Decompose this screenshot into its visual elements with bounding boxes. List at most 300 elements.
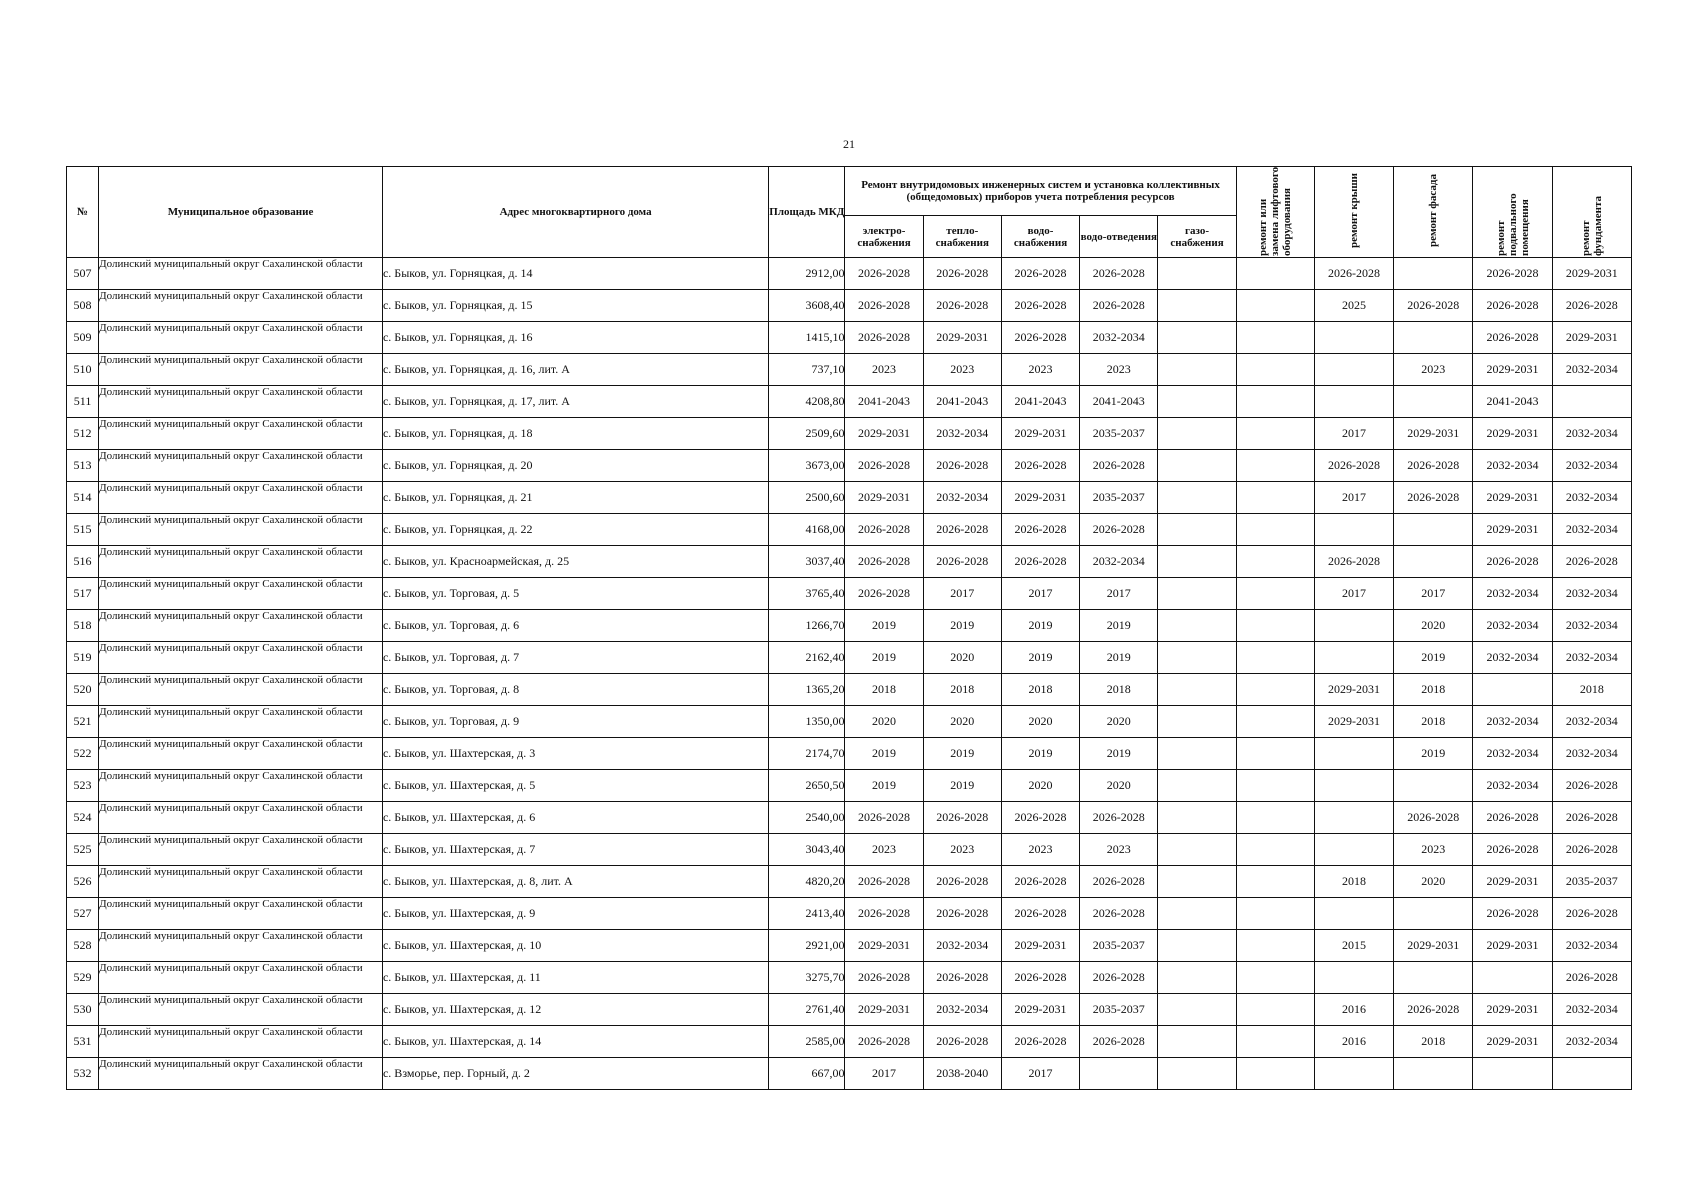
foundation-cell	[1552, 1058, 1631, 1090]
lift-cell	[1236, 834, 1314, 866]
water-cell: 2029-2031	[1001, 482, 1079, 514]
foundation-cell: 2026-2028	[1552, 770, 1631, 802]
address-cell: с. Быков, ул. Шахтерская, д. 10	[382, 930, 768, 962]
area-cell: 1415,10	[769, 322, 845, 354]
municipality-cell: Долинский муниципальный округ Сахалинской области	[99, 994, 383, 1026]
water-cell: 2026-2028	[1001, 866, 1079, 898]
lift-cell	[1236, 290, 1314, 322]
gas-cell	[1158, 770, 1236, 802]
area-cell: 2500,60	[769, 482, 845, 514]
facade-cell: 2029-2031	[1394, 418, 1473, 450]
facade-cell: 2018	[1394, 674, 1473, 706]
heat-cell: 2023	[923, 354, 1001, 386]
lift-cell	[1236, 674, 1314, 706]
address-cell: с. Быков, ул. Шахтерская, д. 3	[382, 738, 768, 770]
gas-cell	[1158, 834, 1236, 866]
basement-cell: 2026-2028	[1473, 322, 1552, 354]
lift-cell	[1236, 866, 1314, 898]
lift-cell	[1236, 354, 1314, 386]
address-cell: с. Быков, ул. Шахтерская, д. 8, лит. А	[382, 866, 768, 898]
basement-cell: 2029-2031	[1473, 482, 1552, 514]
header-area: Площадь МКД	[769, 167, 845, 258]
water-cell: 2019	[1001, 642, 1079, 674]
foundation-cell: 2032-2034	[1552, 578, 1631, 610]
heat-cell: 2026-2028	[923, 962, 1001, 994]
lift-cell	[1236, 514, 1314, 546]
heat-cell: 2041-2043	[923, 386, 1001, 418]
row-number: 510	[67, 354, 99, 386]
table-row	[67, 354, 1632, 386]
row-number: 524	[67, 802, 99, 834]
gas-cell	[1158, 674, 1236, 706]
header-num: №	[67, 167, 99, 258]
water-cell: 2026-2028	[1001, 802, 1079, 834]
address-cell: с. Быков, ул. Шахтерская, д. 9	[382, 898, 768, 930]
roof-cell: 2026-2028	[1314, 450, 1393, 482]
table-row	[67, 482, 1632, 514]
area-cell: 2912,00	[769, 258, 845, 290]
facade-cell: 2026-2028	[1394, 482, 1473, 514]
row-number: 516	[67, 546, 99, 578]
foundation-cell: 2026-2028	[1552, 802, 1631, 834]
basement-cell: 2041-2043	[1473, 386, 1552, 418]
heat-cell: 2019	[923, 770, 1001, 802]
table-row	[67, 962, 1632, 994]
water-cell: 2026-2028	[1001, 546, 1079, 578]
basement-cell: 2032-2034	[1473, 738, 1552, 770]
heat-cell: 2026-2028	[923, 898, 1001, 930]
sewer-cell: 2018	[1080, 674, 1158, 706]
water-cell: 2026-2028	[1001, 898, 1079, 930]
sewer-cell: 2026-2028	[1080, 290, 1158, 322]
municipality-cell: Долинский муниципальный округ Сахалинской области	[99, 322, 383, 354]
municipality-cell: Долинский муниципальный округ Сахалинской области	[99, 258, 383, 290]
area-cell: 2509,60	[769, 418, 845, 450]
gas-cell	[1158, 578, 1236, 610]
basement-cell: 2026-2028	[1473, 546, 1552, 578]
roof-cell: 2026-2028	[1314, 258, 1393, 290]
electric-cell: 2026-2028	[845, 962, 923, 994]
lift-cell	[1236, 450, 1314, 482]
address-cell: с. Быков, ул. Торговая, д. 7	[382, 642, 768, 674]
gas-cell	[1158, 642, 1236, 674]
roof-cell	[1314, 642, 1393, 674]
foundation-cell: 2032-2034	[1552, 354, 1631, 386]
lift-cell	[1236, 962, 1314, 994]
area-cell: 4168,00	[769, 514, 845, 546]
water-cell: 2029-2031	[1001, 418, 1079, 450]
address-cell: с. Быков, ул. Горняцкая, д. 18	[382, 418, 768, 450]
repair-schedule-table	[66, 166, 1632, 1090]
facade-cell	[1394, 546, 1473, 578]
gas-cell	[1158, 802, 1236, 834]
foundation-cell: 2032-2034	[1552, 610, 1631, 642]
electric-cell: 2026-2028	[845, 514, 923, 546]
sewer-cell: 2026-2028	[1080, 514, 1158, 546]
heat-cell: 2038-2040	[923, 1058, 1001, 1090]
roof-cell: 2015	[1314, 930, 1393, 962]
municipality-cell: Долинский муниципальный округ Сахалинской области	[99, 546, 383, 578]
municipality-cell: Долинский муниципальный округ Сахалинской области	[99, 834, 383, 866]
area-cell: 2761,40	[769, 994, 845, 1026]
basement-cell: 2029-2031	[1473, 1026, 1552, 1058]
municipality-cell: Долинский муниципальный округ Сахалинской области	[99, 674, 383, 706]
electric-cell: 2029-2031	[845, 482, 923, 514]
table-row	[67, 834, 1632, 866]
municipality-cell: Долинский муниципальный округ Сахалинской области	[99, 1026, 383, 1058]
gas-cell	[1158, 418, 1236, 450]
row-number: 528	[67, 930, 99, 962]
row-number: 507	[67, 258, 99, 290]
address-cell: с. Быков, ул. Горняцкая, д. 15	[382, 290, 768, 322]
facade-cell	[1394, 386, 1473, 418]
row-number: 527	[67, 898, 99, 930]
lift-cell	[1236, 1026, 1314, 1058]
facade-cell: 2023	[1394, 354, 1473, 386]
header-heat: тепло-снабжения	[923, 216, 1001, 258]
roof-cell: 2026-2028	[1314, 546, 1393, 578]
foundation-cell: 2032-2034	[1552, 450, 1631, 482]
roof-cell: 2016	[1314, 994, 1393, 1026]
gas-cell	[1158, 610, 1236, 642]
basement-cell	[1473, 674, 1552, 706]
electric-cell: 2026-2028	[845, 1026, 923, 1058]
sewer-cell: 2032-2034	[1080, 546, 1158, 578]
gas-cell	[1158, 450, 1236, 482]
gas-cell	[1158, 386, 1236, 418]
table-row	[67, 450, 1632, 482]
address-cell: с. Быков, ул. Горняцкая, д. 22	[382, 514, 768, 546]
area-cell: 3043,40	[769, 834, 845, 866]
heat-cell: 2017	[923, 578, 1001, 610]
facade-cell	[1394, 258, 1473, 290]
facade-cell: 2017	[1394, 578, 1473, 610]
lift-cell	[1236, 610, 1314, 642]
roof-cell	[1314, 322, 1393, 354]
table-row	[67, 930, 1632, 962]
sewer-cell: 2020	[1080, 770, 1158, 802]
electric-cell: 2029-2031	[845, 418, 923, 450]
facade-cell: 2026-2028	[1394, 994, 1473, 1026]
address-cell: с. Быков, ул. Красноармейская, д. 25	[382, 546, 768, 578]
table-row	[67, 898, 1632, 930]
gas-cell	[1158, 898, 1236, 930]
facade-cell: 2019	[1394, 642, 1473, 674]
address-cell: с. Быков, ул. Горняцкая, д. 17, лит. А	[382, 386, 768, 418]
roof-cell	[1314, 610, 1393, 642]
municipality-cell: Долинский муниципальный округ Сахалинской области	[99, 354, 383, 386]
gas-cell	[1158, 514, 1236, 546]
lift-cell	[1236, 994, 1314, 1026]
basement-cell: 2029-2031	[1473, 930, 1552, 962]
sewer-cell: 2017	[1080, 578, 1158, 610]
electric-cell: 2019	[845, 610, 923, 642]
table-row	[67, 546, 1632, 578]
gas-cell	[1158, 482, 1236, 514]
electric-cell: 2017	[845, 1058, 923, 1090]
basement-cell: 2029-2031	[1473, 354, 1552, 386]
row-number: 518	[67, 610, 99, 642]
area-cell: 3037,40	[769, 546, 845, 578]
roof-cell: 2017	[1314, 578, 1393, 610]
area-cell: 3275,70	[769, 962, 845, 994]
municipality-cell: Долинский муниципальный округ Сахалинской области	[99, 706, 383, 738]
address-cell: с. Быков, ул. Шахтерская, д. 12	[382, 994, 768, 1026]
lift-cell	[1236, 546, 1314, 578]
municipality-cell: Долинский муниципальный округ Сахалинской области	[99, 386, 383, 418]
gas-cell	[1158, 706, 1236, 738]
basement-cell	[1473, 1058, 1552, 1090]
heat-cell: 2029-2031	[923, 322, 1001, 354]
water-cell: 2026-2028	[1001, 962, 1079, 994]
table-row	[67, 770, 1632, 802]
municipality-cell: Долинский муниципальный округ Сахалинской области	[99, 482, 383, 514]
lift-cell	[1236, 578, 1314, 610]
roof-cell: 2016	[1314, 1026, 1393, 1058]
electric-cell: 2026-2028	[845, 258, 923, 290]
basement-cell: 2032-2034	[1473, 706, 1552, 738]
table-row	[67, 802, 1632, 834]
electric-cell: 2018	[845, 674, 923, 706]
basement-cell: 2032-2034	[1473, 610, 1552, 642]
address-cell: с. Быков, ул. Торговая, д. 6	[382, 610, 768, 642]
facade-cell: 2018	[1394, 1026, 1473, 1058]
water-cell: 2018	[1001, 674, 1079, 706]
water-cell: 2020	[1001, 770, 1079, 802]
municipality-cell: Долинский муниципальный округ Сахалинской области	[99, 610, 383, 642]
table-row	[67, 706, 1632, 738]
row-number: 514	[67, 482, 99, 514]
lift-cell	[1236, 930, 1314, 962]
row-number: 525	[67, 834, 99, 866]
gas-cell	[1158, 1058, 1236, 1090]
address-cell: с. Быков, ул. Шахтерская, д. 11	[382, 962, 768, 994]
municipality-cell: Долинский муниципальный округ Сахалинской области	[99, 866, 383, 898]
header-roof: ремонт крыши	[1314, 167, 1393, 258]
electric-cell: 2026-2028	[845, 546, 923, 578]
header-electric: электро-снабжения	[845, 216, 923, 258]
row-number: 531	[67, 1026, 99, 1058]
area-cell: 2413,40	[769, 898, 845, 930]
basement-cell: 2032-2034	[1473, 450, 1552, 482]
heat-cell: 2026-2028	[923, 514, 1001, 546]
roof-cell	[1314, 738, 1393, 770]
electric-cell: 2023	[845, 834, 923, 866]
basement-cell: 2029-2031	[1473, 866, 1552, 898]
header-sewer: водо-отведения	[1080, 216, 1158, 258]
roof-cell	[1314, 802, 1393, 834]
foundation-cell: 2018	[1552, 674, 1631, 706]
foundation-cell: 2035-2037	[1552, 866, 1631, 898]
sewer-cell: 2035-2037	[1080, 482, 1158, 514]
row-number: 509	[67, 322, 99, 354]
sewer-cell: 2026-2028	[1080, 258, 1158, 290]
table-row	[67, 258, 1632, 290]
lift-cell	[1236, 898, 1314, 930]
gas-cell	[1158, 354, 1236, 386]
area-cell: 2540,00	[769, 802, 845, 834]
table-row	[67, 322, 1632, 354]
basement-cell: 2026-2028	[1473, 802, 1552, 834]
roof-cell: 2029-2031	[1314, 706, 1393, 738]
heat-cell: 2020	[923, 642, 1001, 674]
row-number: 511	[67, 386, 99, 418]
area-cell: 2174,70	[769, 738, 845, 770]
header-gas: газо-снабжения	[1158, 216, 1236, 258]
heat-cell: 2020	[923, 706, 1001, 738]
lift-cell	[1236, 418, 1314, 450]
area-cell: 1365,20	[769, 674, 845, 706]
sewer-cell: 2019	[1080, 738, 1158, 770]
table-row	[67, 674, 1632, 706]
address-cell: с. Быков, ул. Торговая, д. 5	[382, 578, 768, 610]
address-cell: с. Быков, ул. Горняцкая, д. 16, лит. А	[382, 354, 768, 386]
row-number: 526	[67, 866, 99, 898]
address-cell: с. Взморье, пер. Горный, д. 2	[382, 1058, 768, 1090]
foundation-cell: 2029-2031	[1552, 322, 1631, 354]
header-address: Адрес многоквартирного дома	[382, 167, 768, 258]
area-cell: 2650,50	[769, 770, 845, 802]
lift-cell	[1236, 482, 1314, 514]
table-row	[67, 994, 1632, 1026]
row-number: 517	[67, 578, 99, 610]
row-number: 521	[67, 706, 99, 738]
heat-cell: 2026-2028	[923, 546, 1001, 578]
foundation-cell: 2026-2028	[1552, 962, 1631, 994]
heat-cell: 2023	[923, 834, 1001, 866]
municipality-cell: Долинский муниципальный округ Сахалинской области	[99, 770, 383, 802]
electric-cell: 2026-2028	[845, 898, 923, 930]
gas-cell	[1158, 546, 1236, 578]
lift-cell	[1236, 258, 1314, 290]
area-cell: 1266,70	[769, 610, 845, 642]
heat-cell: 2026-2028	[923, 290, 1001, 322]
roof-cell: 2018	[1314, 866, 1393, 898]
water-cell: 2020	[1001, 706, 1079, 738]
electric-cell: 2026-2028	[845, 866, 923, 898]
row-number: 532	[67, 1058, 99, 1090]
heat-cell: 2026-2028	[923, 1026, 1001, 1058]
facade-cell: 2029-2031	[1394, 930, 1473, 962]
water-cell: 2026-2028	[1001, 1026, 1079, 1058]
basement-cell	[1473, 962, 1552, 994]
foundation-cell: 2032-2034	[1552, 418, 1631, 450]
facade-cell	[1394, 1058, 1473, 1090]
roof-cell: 2017	[1314, 418, 1393, 450]
row-number: 522	[67, 738, 99, 770]
address-cell: с. Быков, ул. Торговая, д. 9	[382, 706, 768, 738]
header-facade: ремонт фасада	[1394, 167, 1473, 258]
row-number: 530	[67, 994, 99, 1026]
water-cell: 2019	[1001, 610, 1079, 642]
facade-cell	[1394, 898, 1473, 930]
water-cell: 2026-2028	[1001, 290, 1079, 322]
row-number: 513	[67, 450, 99, 482]
water-cell: 2023	[1001, 834, 1079, 866]
address-cell: с. Быков, ул. Шахтерская, д. 5	[382, 770, 768, 802]
facade-cell: 2018	[1394, 706, 1473, 738]
sewer-cell: 2019	[1080, 642, 1158, 674]
sewer-cell: 2041-2043	[1080, 386, 1158, 418]
basement-cell: 2026-2028	[1473, 258, 1552, 290]
sewer-cell: 2035-2037	[1080, 418, 1158, 450]
table-row	[67, 1058, 1632, 1090]
sewer-cell: 2026-2028	[1080, 450, 1158, 482]
heat-cell: 2026-2028	[923, 450, 1001, 482]
basement-cell: 2032-2034	[1473, 578, 1552, 610]
sewer-cell: 2026-2028	[1080, 866, 1158, 898]
foundation-cell: 2032-2034	[1552, 642, 1631, 674]
foundation-cell: 2032-2034	[1552, 1026, 1631, 1058]
foundation-cell: 2032-2034	[1552, 706, 1631, 738]
water-cell: 2017	[1001, 578, 1079, 610]
foundation-cell: 2032-2034	[1552, 738, 1631, 770]
water-cell: 2026-2028	[1001, 322, 1079, 354]
lift-cell	[1236, 770, 1314, 802]
table-row	[67, 386, 1632, 418]
municipality-cell: Долинский муниципальный округ Сахалинской области	[99, 930, 383, 962]
page-number: 21	[843, 137, 855, 151]
municipality-cell: Долинский муниципальный округ Сахалинской области	[99, 898, 383, 930]
facade-cell: 2026-2028	[1394, 290, 1473, 322]
water-cell: 2023	[1001, 354, 1079, 386]
table-row	[67, 642, 1632, 674]
basement-cell: 2029-2031	[1473, 994, 1552, 1026]
area-cell: 3673,00	[769, 450, 845, 482]
address-cell: с. Быков, ул. Горняцкая, д. 20	[382, 450, 768, 482]
municipality-cell: Долинский муниципальный округ Сахалинской области	[99, 738, 383, 770]
electric-cell: 2029-2031	[845, 994, 923, 1026]
sewer-cell: 2026-2028	[1080, 802, 1158, 834]
facade-cell: 2019	[1394, 738, 1473, 770]
roof-cell	[1314, 354, 1393, 386]
basement-cell: 2029-2031	[1473, 418, 1552, 450]
row-number: 512	[67, 418, 99, 450]
address-cell: с. Быков, ул. Шахтерская, д. 14	[382, 1026, 768, 1058]
facade-cell	[1394, 770, 1473, 802]
area-cell: 1350,00	[769, 706, 845, 738]
heat-cell: 2032-2034	[923, 482, 1001, 514]
water-cell: 2029-2031	[1001, 994, 1079, 1026]
gas-cell	[1158, 994, 1236, 1026]
municipality-cell: Долинский муниципальный округ Сахалинской области	[99, 962, 383, 994]
table-row	[67, 738, 1632, 770]
basement-cell: 2026-2028	[1473, 290, 1552, 322]
electric-cell: 2019	[845, 770, 923, 802]
electric-cell: 2026-2028	[845, 322, 923, 354]
row-number: 515	[67, 514, 99, 546]
electric-cell: 2019	[845, 642, 923, 674]
roof-cell	[1314, 514, 1393, 546]
basement-cell: 2032-2034	[1473, 642, 1552, 674]
address-cell: с. Быков, ул. Торговая, д. 8	[382, 674, 768, 706]
table-row	[67, 578, 1632, 610]
foundation-cell: 2032-2034	[1552, 514, 1631, 546]
electric-cell: 2019	[845, 738, 923, 770]
roof-cell: 2025	[1314, 290, 1393, 322]
sewer-cell: 2020	[1080, 706, 1158, 738]
municipality-cell: Долинский муниципальный округ Сахалинской области	[99, 802, 383, 834]
lift-cell	[1236, 386, 1314, 418]
foundation-cell: 2026-2028	[1552, 546, 1631, 578]
address-cell: с. Быков, ул. Горняцкая, д. 14	[382, 258, 768, 290]
sewer-cell: 2032-2034	[1080, 322, 1158, 354]
roof-cell	[1314, 770, 1393, 802]
electric-cell: 2026-2028	[845, 802, 923, 834]
row-number: 529	[67, 962, 99, 994]
roof-cell: 2029-2031	[1314, 674, 1393, 706]
table-row	[67, 1026, 1632, 1058]
